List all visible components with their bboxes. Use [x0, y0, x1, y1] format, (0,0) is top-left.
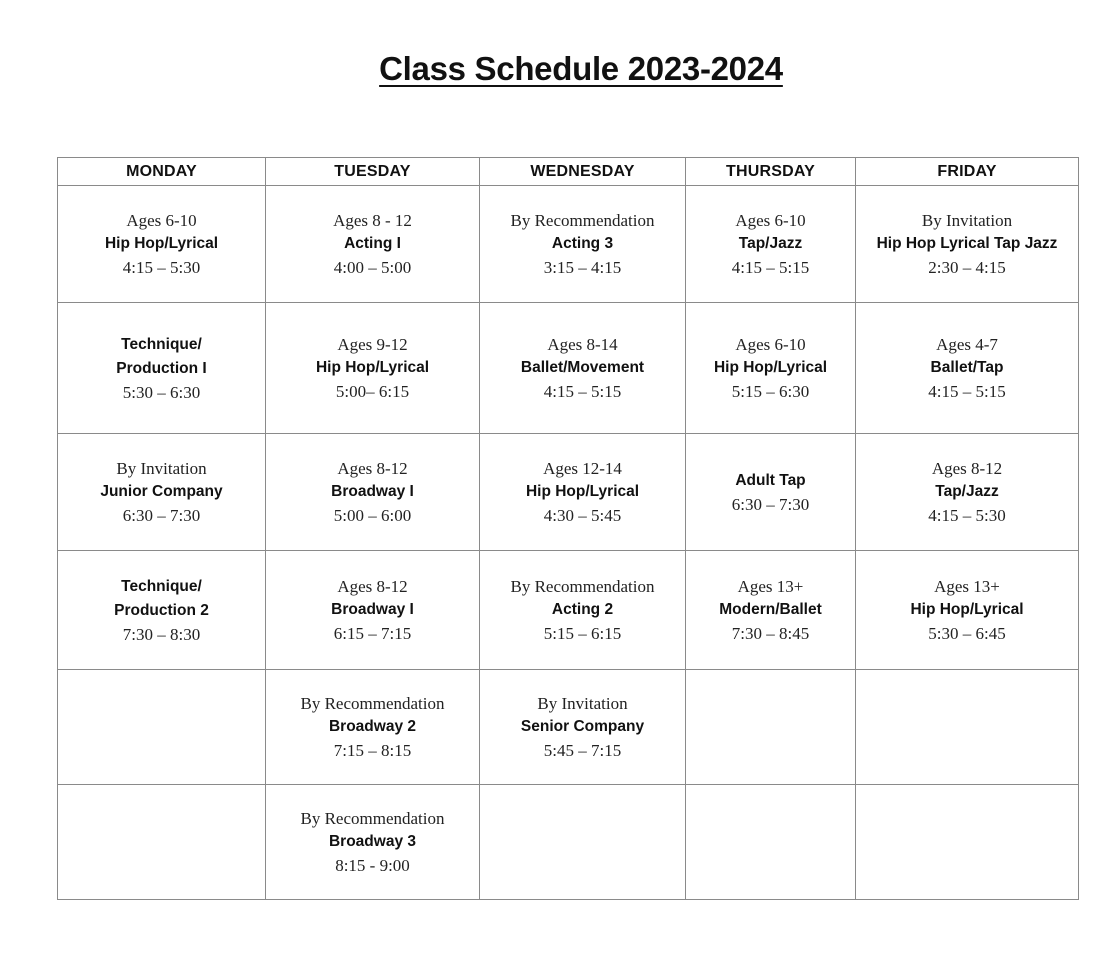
class-cell: [266, 551, 480, 670]
class-cell: [266, 186, 480, 303]
class-name: Tap/Jazz: [738, 235, 803, 252]
class-eligibility: Ages 8-12: [337, 459, 408, 478]
class-time: 5:30 – 6:30: [122, 382, 201, 402]
class-name: Hip Hop/Lyrical: [104, 235, 219, 252]
class-time: 4:15 – 5:15: [731, 258, 810, 277]
class-time: 4:30 – 5:45: [543, 506, 622, 525]
class-time: 8:15 - 9:00: [335, 856, 410, 875]
class-eligibility: By Recommendation: [510, 577, 655, 596]
class-cell: [480, 303, 686, 434]
class-cell: [686, 551, 856, 670]
empty-cell: [480, 785, 686, 900]
class-eligibility: Ages 4-7: [936, 335, 998, 354]
class-name: Hip Hop/Lyrical: [910, 601, 1024, 618]
class-cell: [480, 434, 686, 551]
table-row: [58, 670, 1079, 785]
class-eligibility: By Invitation: [116, 459, 207, 478]
class-name: Modern/Ballet: [719, 601, 822, 618]
class-eligibility: By Invitation: [537, 694, 628, 713]
class-name: Broadway 2: [328, 718, 416, 735]
class-name: Adult Tap: [735, 471, 806, 489]
class-name: Ballet/Tap: [930, 359, 1004, 376]
class-cell: [266, 670, 480, 785]
class-name: Junior Company: [100, 483, 223, 500]
table-row: [58, 303, 1079, 434]
class-time: 7:15 – 8:15: [333, 741, 412, 760]
class-name: Production 2: [114, 601, 209, 619]
class-time: 3:15 – 4:15: [543, 258, 622, 277]
class-time: 4:15 – 5:15: [928, 382, 1006, 401]
class-time: 4:00 – 5:00: [333, 258, 412, 277]
class-eligibility: By Recommendation: [300, 809, 445, 828]
class-cell: [856, 186, 1079, 303]
class-eligibility: Ages 6-10: [735, 335, 806, 354]
day-header-wednesday: WEDNESDAY: [480, 158, 686, 186]
class-cell: [686, 186, 856, 303]
class-time: 2:30 – 4:15: [928, 258, 1006, 277]
table-row: [58, 434, 1079, 551]
class-name: Hip Hop/Lyrical: [315, 359, 430, 376]
class-name: Production I: [116, 359, 207, 377]
class-time: 4:15 – 5:15: [543, 382, 622, 401]
empty-cell: [58, 785, 266, 900]
class-eligibility: Ages 6-10: [126, 211, 197, 230]
class-time: 4:15 – 5:30: [122, 258, 201, 277]
class-name: Acting 2: [551, 601, 614, 618]
class-cell: [856, 551, 1079, 670]
class-cell: [266, 785, 480, 900]
day-header-monday: MONDAY: [58, 158, 266, 186]
class-name: Hip Hop/Lyrical: [525, 483, 640, 500]
day-header-tuesday: TUESDAY: [266, 158, 480, 186]
class-time: 6:30 – 7:30: [122, 506, 201, 525]
class-name: Hip Hop Lyrical Tap Jazz: [876, 235, 1058, 252]
class-name: Acting I: [344, 235, 401, 252]
class-time: 7:30 – 8:45: [731, 624, 810, 643]
class-cell: [266, 434, 480, 551]
class-cell: [58, 551, 266, 670]
class-time: 7:30 – 8:30: [122, 624, 201, 644]
class-eligibility: Ages 8-14: [547, 335, 618, 354]
schedule-table: [57, 157, 1079, 900]
class-eligibility: Ages 13+: [737, 577, 804, 596]
class-time: 6:15 – 7:15: [333, 624, 412, 643]
class-time: 5:15 – 6:30: [731, 382, 810, 401]
class-eligibility: Ages 9-12: [337, 335, 408, 354]
class-time: 5:30 – 6:45: [928, 624, 1006, 643]
class-cell: [856, 434, 1079, 551]
class-eligibility: Ages 13+: [934, 577, 1000, 596]
class-name: Senior Company: [520, 718, 645, 735]
empty-cell: [856, 785, 1079, 900]
class-eligibility: By Recommendation: [510, 211, 655, 230]
table-row: [58, 186, 1079, 303]
class-cell: [58, 303, 266, 434]
class-cell: [480, 551, 686, 670]
class-name: Acting 3: [551, 235, 614, 252]
class-time: 4:15 – 5:30: [928, 506, 1006, 525]
class-name: Broadway I: [331, 601, 414, 618]
table-row: [58, 785, 1079, 900]
class-name: Hip Hop/Lyrical: [713, 359, 828, 376]
page-title: Class Schedule 2023-2024: [379, 50, 783, 87]
class-cell: [58, 434, 266, 551]
day-header-thursday: THURSDAY: [686, 158, 856, 186]
class-cell: [686, 434, 856, 551]
class-eligibility: Ages 8-12: [337, 577, 408, 596]
class-cell: [686, 303, 856, 434]
class-time: 5:00– 6:15: [335, 382, 410, 401]
empty-cell: [58, 670, 266, 785]
class-name: Broadway 3: [328, 833, 416, 850]
class-eligibility: Ages 8 - 12: [333, 211, 412, 230]
class-name: Technique/: [121, 335, 202, 353]
class-eligibility: By Recommendation: [300, 694, 445, 713]
class-cell: [480, 670, 686, 785]
class-cell: [480, 186, 686, 303]
class-cell: [856, 303, 1079, 434]
class-eligibility: Ages 6-10: [735, 211, 806, 230]
class-name: Tap/Jazz: [935, 483, 999, 500]
day-header-friday: FRIDAY: [856, 158, 1079, 186]
class-eligibility: By Invitation: [921, 211, 1013, 230]
class-eligibility: Ages 8-12: [931, 459, 1003, 478]
empty-cell: [686, 785, 856, 900]
class-time: 6:30 – 7:30: [731, 494, 810, 514]
class-name: Technique/: [121, 577, 202, 595]
class-cell: [58, 186, 266, 303]
empty-cell: [856, 670, 1079, 785]
class-time: 5:00 – 6:00: [333, 506, 412, 525]
class-time: 5:45 – 7:15: [543, 741, 622, 760]
class-cell: [266, 303, 480, 434]
empty-cell: [686, 670, 856, 785]
class-name: Ballet/Movement: [520, 359, 645, 376]
header-row: [58, 158, 1079, 186]
class-name: Broadway I: [331, 483, 414, 500]
class-time: 5:15 – 6:15: [543, 624, 622, 643]
table-row: [58, 551, 1079, 670]
class-eligibility: Ages 12-14: [543, 459, 622, 478]
